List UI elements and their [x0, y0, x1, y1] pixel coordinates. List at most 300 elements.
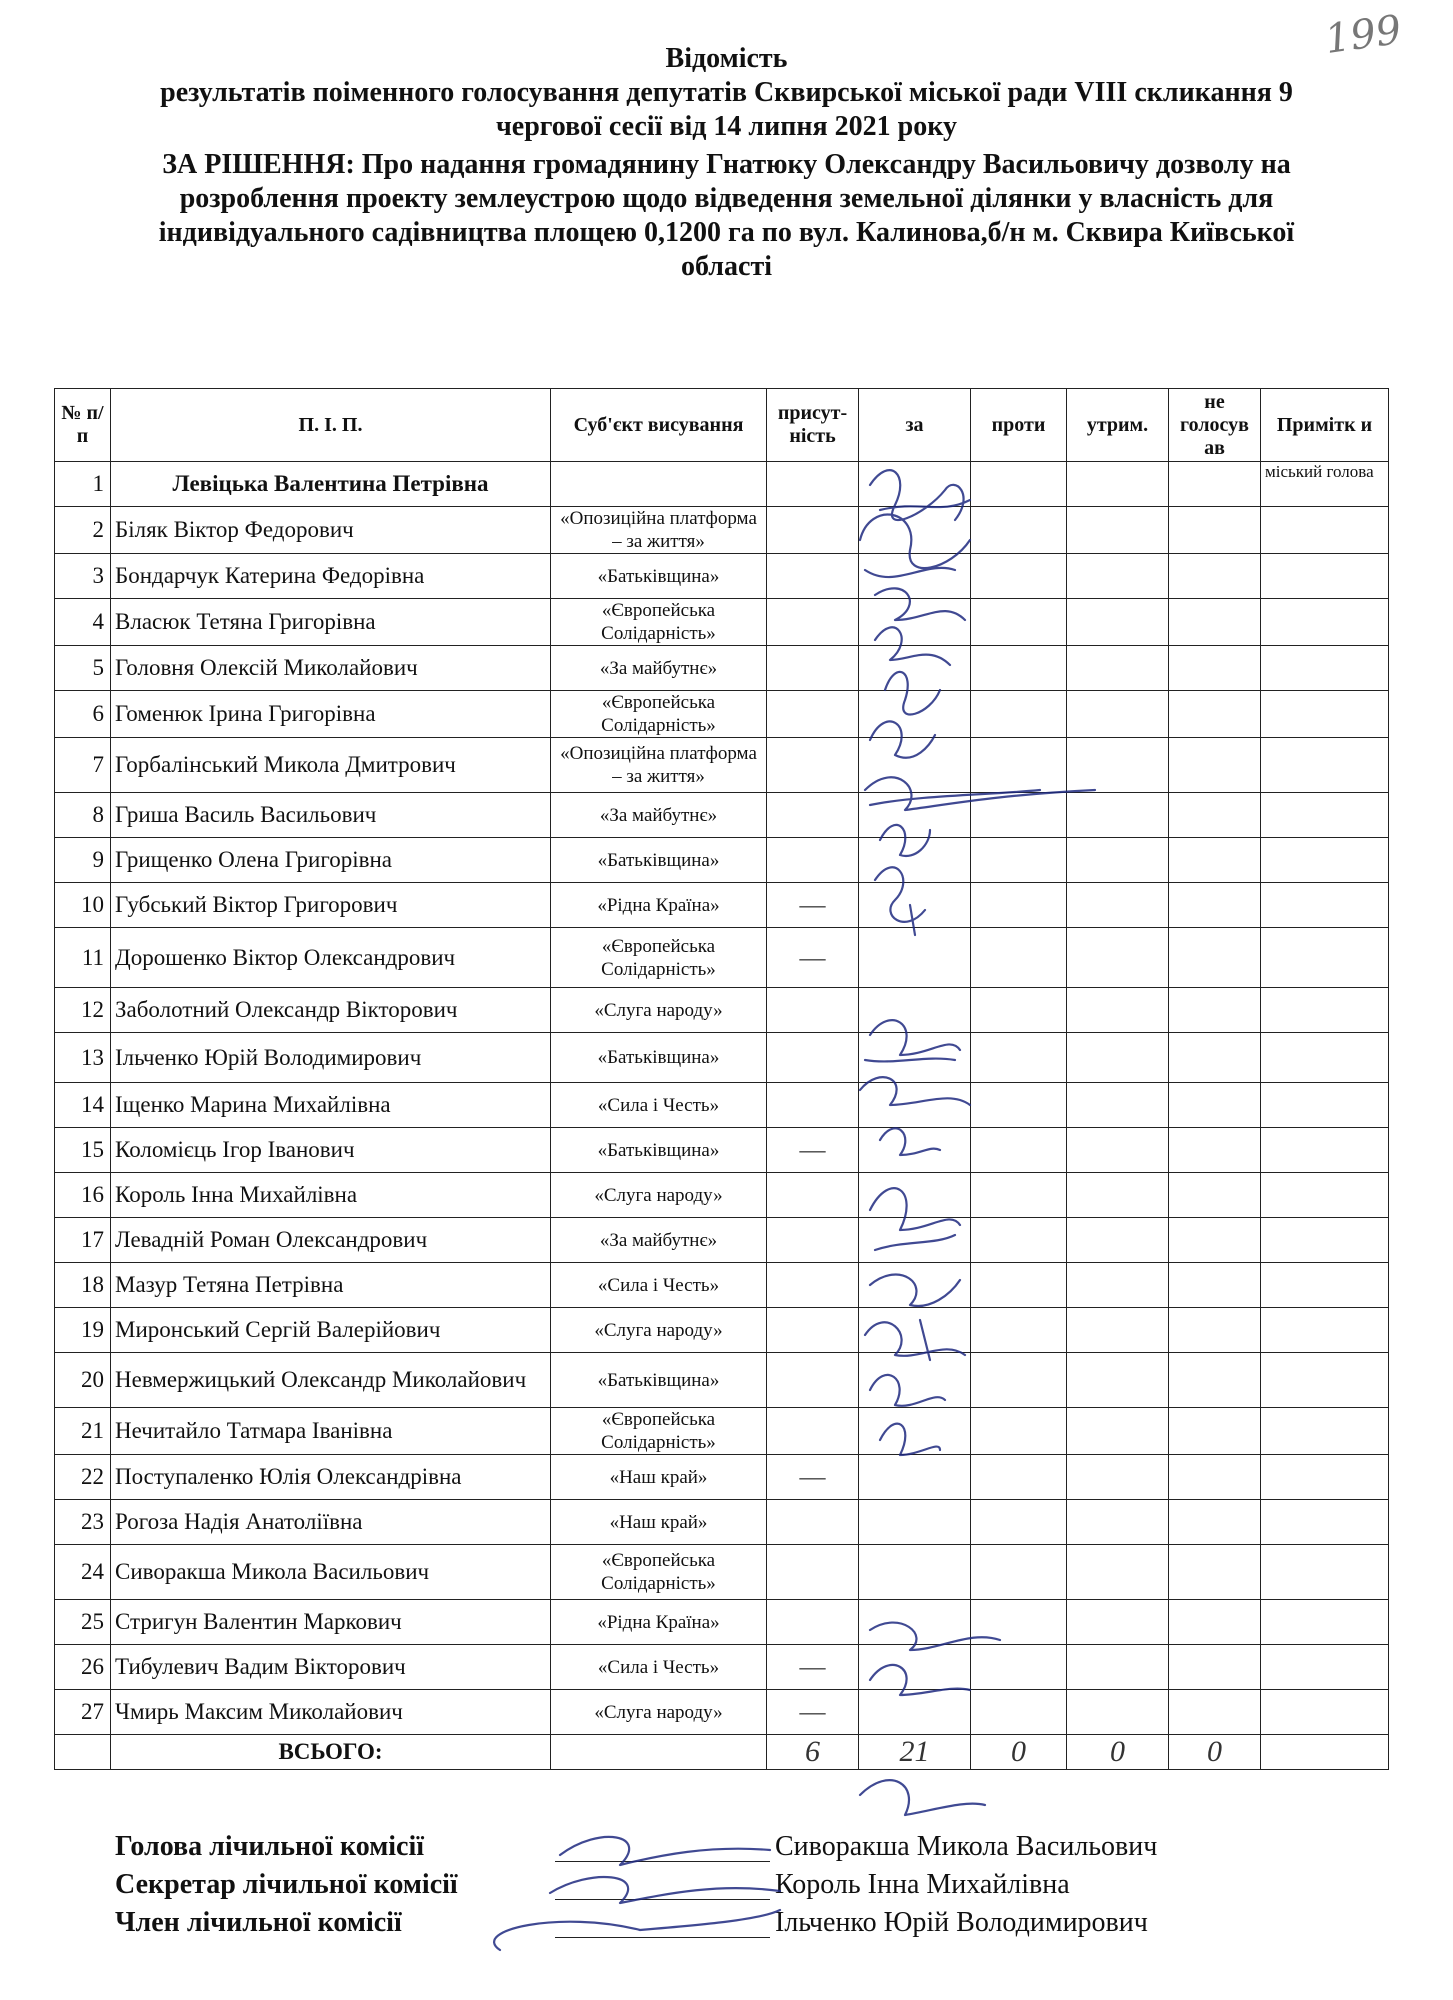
- row-against: [971, 1263, 1067, 1308]
- decision-line-4: області: [681, 251, 772, 282]
- row-abstain: [1067, 793, 1169, 838]
- row-present: [767, 1218, 859, 1263]
- row-note: [1261, 738, 1389, 793]
- row-faction: «За майбутнє»: [551, 793, 767, 838]
- row-not-voted: [1169, 1083, 1261, 1128]
- row-present: —: [767, 1128, 859, 1173]
- row-for: [859, 599, 971, 646]
- row-name: Грищенко Олена Григорівна: [111, 838, 551, 883]
- row-faction: «Наш край»: [551, 1455, 767, 1500]
- row-for: [859, 691, 971, 738]
- row-num: 25: [55, 1600, 111, 1645]
- table-row: [55, 1263, 1389, 1308]
- row-for: [859, 1308, 971, 1353]
- row-for: [859, 1500, 971, 1545]
- row-abstain: [1067, 1600, 1169, 1645]
- total-for: 21: [859, 1735, 971, 1770]
- row-name: Миронський Сергій Валерійович: [111, 1308, 551, 1353]
- total-against: 0: [971, 1735, 1067, 1770]
- row-present: [767, 1408, 859, 1455]
- row-num: 18: [55, 1263, 111, 1308]
- row-name: Нечитайло Татмара Іванівна: [111, 1408, 551, 1455]
- row-note: [1261, 599, 1389, 646]
- row-for: [859, 738, 971, 793]
- row-num: 3: [55, 554, 111, 599]
- table-row: [55, 1308, 1389, 1353]
- header-present: присут-ність: [767, 389, 859, 462]
- row-for: [859, 646, 971, 691]
- row-against: [971, 1353, 1067, 1408]
- row-name: Біляк Віктор Федорович: [111, 507, 551, 554]
- table-row: [55, 793, 1389, 838]
- row-for: [859, 928, 971, 988]
- total-abstain: 0: [1067, 1735, 1169, 1770]
- row-note: [1261, 646, 1389, 691]
- row-against: [971, 599, 1067, 646]
- header-name: П. І. П.: [111, 389, 551, 462]
- row-against: [971, 738, 1067, 793]
- row-name: Ільченко Юрій Володимирович: [111, 1033, 551, 1083]
- row-faction: «Батьківщина»: [551, 554, 767, 599]
- row-faction: «Наш край»: [551, 1500, 767, 1545]
- header-num: № п/п: [55, 389, 111, 462]
- signature-line: [555, 1937, 770, 1938]
- row-faction: «Рідна Країна»: [551, 1600, 767, 1645]
- row-name: Гриша Василь Васильович: [111, 793, 551, 838]
- total-label: ВСЬОГО:: [111, 1735, 551, 1770]
- row-note: [1261, 1455, 1389, 1500]
- row-against: [971, 1690, 1067, 1735]
- row-name: Головня Олексій Миколайович: [111, 646, 551, 691]
- row-against: [971, 928, 1067, 988]
- header-notes: Примітк и: [1261, 389, 1389, 462]
- row-not-voted: [1169, 1545, 1261, 1600]
- table-row: [55, 928, 1389, 988]
- table-row: [55, 1500, 1389, 1545]
- table-row: [55, 883, 1389, 928]
- row-abstain: [1067, 599, 1169, 646]
- row-note: [1261, 1033, 1389, 1083]
- row-name: Рогоза Надія Анатоліївна: [111, 1500, 551, 1545]
- row-name: Тибулевич Вадим Вікторович: [111, 1645, 551, 1690]
- total-notes-cell: [1261, 1735, 1389, 1770]
- row-faction: «Європейська Солідарність»: [551, 1408, 767, 1455]
- row-present: —: [767, 1455, 859, 1500]
- row-present: [767, 1033, 859, 1083]
- row-name: Левіцька Валентина Петрівна: [111, 462, 551, 507]
- row-num: 23: [55, 1500, 111, 1545]
- row-faction: «Слуга народу»: [551, 1690, 767, 1735]
- row-not-voted: [1169, 838, 1261, 883]
- table-row: [55, 646, 1389, 691]
- row-for: [859, 988, 971, 1033]
- table-row: [55, 1128, 1389, 1173]
- signoff-role: Член лічильної комісії: [115, 1907, 402, 1938]
- row-note: [1261, 1545, 1389, 1600]
- document-heading: [40, 42, 1413, 284]
- table-row: [55, 1545, 1389, 1600]
- row-num: 22: [55, 1455, 111, 1500]
- table-row: [55, 1600, 1389, 1645]
- row-present: [767, 1083, 859, 1128]
- row-name: Дорошенко Віктор Олександрович: [111, 928, 551, 988]
- row-abstain: [1067, 1690, 1169, 1735]
- row-present: [767, 1263, 859, 1308]
- row-abstain: [1067, 1353, 1169, 1408]
- signoff-role: Секретар лічильної комісії: [115, 1869, 458, 1900]
- row-abstain: [1067, 883, 1169, 928]
- row-name: Бондарчук Катерина Федорівна: [111, 554, 551, 599]
- row-faction: «Опозиційна платформа – за життя»: [551, 507, 767, 554]
- row-num: 27: [55, 1690, 111, 1735]
- row-against: [971, 883, 1067, 928]
- commission-signoff: [115, 1828, 1315, 1942]
- signoff-person: Ільченко Юрій Володимирович: [775, 1907, 1148, 1938]
- row-for: [859, 1173, 971, 1218]
- row-abstain: [1067, 1500, 1169, 1545]
- row-not-voted: [1169, 599, 1261, 646]
- table-row: [55, 838, 1389, 883]
- row-against: [971, 793, 1067, 838]
- row-not-voted: [1169, 1353, 1261, 1408]
- row-for: [859, 793, 971, 838]
- row-num: 26: [55, 1645, 111, 1690]
- row-name: Мазур Тетяна Петрівна: [111, 1263, 551, 1308]
- table-header-row: [55, 389, 1389, 462]
- row-abstain: [1067, 1308, 1169, 1353]
- row-present: [767, 738, 859, 793]
- row-for: [859, 1600, 971, 1645]
- row-name: Заболотний Олександр Вікторович: [111, 988, 551, 1033]
- row-for: [859, 1645, 971, 1690]
- row-against: [971, 1033, 1067, 1083]
- row-against: [971, 1083, 1067, 1128]
- table-row: [55, 554, 1389, 599]
- row-against: [971, 1500, 1067, 1545]
- row-num: 11: [55, 928, 111, 988]
- row-for: [859, 507, 971, 554]
- row-present: [767, 646, 859, 691]
- row-name: Чмирь Максим Миколайович: [111, 1690, 551, 1735]
- row-not-voted: [1169, 462, 1261, 507]
- row-num: 8: [55, 793, 111, 838]
- row-note: [1261, 838, 1389, 883]
- row-abstain: [1067, 928, 1169, 988]
- row-faction: «Європейська Солідарність»: [551, 599, 767, 646]
- table-row: [55, 1173, 1389, 1218]
- row-name: Губський Віктор Григорович: [111, 883, 551, 928]
- row-against: [971, 838, 1067, 883]
- row-abstain: [1067, 738, 1169, 793]
- row-abstain: [1067, 988, 1169, 1033]
- row-note: [1261, 554, 1389, 599]
- row-note: [1261, 988, 1389, 1033]
- row-num: 1: [55, 462, 111, 507]
- row-faction: «Батьківщина»: [551, 838, 767, 883]
- row-present: [767, 793, 859, 838]
- row-note: міський голова: [1261, 462, 1389, 507]
- row-num: 2: [55, 507, 111, 554]
- row-not-voted: [1169, 691, 1261, 738]
- row-note: [1261, 691, 1389, 738]
- row-faction: «Сила і Честь»: [551, 1263, 767, 1308]
- row-not-voted: [1169, 1500, 1261, 1545]
- row-against: [971, 1645, 1067, 1690]
- row-faction: «За майбутнє»: [551, 646, 767, 691]
- row-against: [971, 1408, 1067, 1455]
- row-for: [859, 1408, 971, 1455]
- row-num: 6: [55, 691, 111, 738]
- row-name: Левадній Роман Олександрович: [111, 1218, 551, 1263]
- row-num: 17: [55, 1218, 111, 1263]
- voting-table: [54, 388, 1389, 1770]
- row-present: —: [767, 928, 859, 988]
- row-note: [1261, 928, 1389, 988]
- table-row: [55, 1353, 1389, 1408]
- row-against: [971, 1173, 1067, 1218]
- row-note: [1261, 1690, 1389, 1735]
- row-against: [971, 1600, 1067, 1645]
- row-against: [971, 507, 1067, 554]
- row-faction: «Слуга народу»: [551, 988, 767, 1033]
- row-for: [859, 1218, 971, 1263]
- total-not-voted: 0: [1169, 1735, 1261, 1770]
- row-not-voted: [1169, 1173, 1261, 1218]
- row-not-voted: [1169, 793, 1261, 838]
- document-subtitle-line-2: чергової сесії від 14 липня 2021 року: [496, 111, 957, 142]
- header-against: проти: [971, 389, 1067, 462]
- row-present: [767, 838, 859, 883]
- table-row: [55, 691, 1389, 738]
- row-name: Сиворакша Микола Васильович: [111, 1545, 551, 1600]
- row-for: [859, 883, 971, 928]
- row-name: Власюк Тетяна Григорівна: [111, 599, 551, 646]
- row-abstain: [1067, 646, 1169, 691]
- total-present: 6: [767, 1735, 859, 1770]
- row-abstain: [1067, 1033, 1169, 1083]
- row-name: Гоменюк Ірина Григорівна: [111, 691, 551, 738]
- signoff-role: Голова лічильної комісії: [115, 1831, 425, 1862]
- row-abstain: [1067, 1083, 1169, 1128]
- row-present: [767, 507, 859, 554]
- row-faction: «Сила і Честь»: [551, 1645, 767, 1690]
- row-note: [1261, 1645, 1389, 1690]
- row-name: Коломієць Ігор Іванович: [111, 1128, 551, 1173]
- table-row: [55, 1690, 1389, 1735]
- row-num: 7: [55, 738, 111, 793]
- row-not-voted: [1169, 1408, 1261, 1455]
- row-for: [859, 1083, 971, 1128]
- row-against: [971, 1128, 1067, 1173]
- row-abstain: [1067, 507, 1169, 554]
- vote-signature-mark: [860, 1780, 985, 1815]
- row-present: [767, 554, 859, 599]
- signoff-person: Король Інна Михайлівна: [775, 1869, 1070, 1900]
- row-note: [1261, 1128, 1389, 1173]
- row-present: [767, 1500, 859, 1545]
- row-abstain: [1067, 1408, 1169, 1455]
- row-not-voted: [1169, 1218, 1261, 1263]
- table-row: [55, 1083, 1389, 1128]
- row-num: 19: [55, 1308, 111, 1353]
- row-present: [767, 462, 859, 507]
- row-abstain: [1067, 554, 1169, 599]
- table-row: [55, 1455, 1389, 1500]
- row-for: [859, 1033, 971, 1083]
- row-not-voted: [1169, 738, 1261, 793]
- table-row: [55, 599, 1389, 646]
- row-faction: «Європейська Солідарність»: [551, 928, 767, 988]
- row-faction: «Слуга народу»: [551, 1308, 767, 1353]
- row-num: 12: [55, 988, 111, 1033]
- row-abstain: [1067, 462, 1169, 507]
- row-num: 5: [55, 646, 111, 691]
- row-num: 13: [55, 1033, 111, 1083]
- row-not-voted: [1169, 928, 1261, 988]
- row-note: [1261, 1308, 1389, 1353]
- row-num: 21: [55, 1408, 111, 1455]
- document-subtitle-line-1: результатів поіменного голосування депутатів Сквирської міської ради VIII скликання 9: [160, 77, 1293, 108]
- row-for: [859, 1353, 971, 1408]
- row-against: [971, 988, 1067, 1033]
- row-abstain: [1067, 1545, 1169, 1600]
- decision-line-2: розроблення проекту землеустрою щодо відведення земельної ділянки у власність для: [179, 183, 1274, 214]
- row-name: Поступаленко Юлія Олександрівна: [111, 1455, 551, 1500]
- decision-line-3: індивідуального садівництва площею 0,1200 га по вул. Калинова,б/н м. Сквира Київської: [158, 217, 1295, 248]
- row-faction: «Опозиційна платформа – за життя»: [551, 738, 767, 793]
- row-name: Король Інна Михайлівна: [111, 1173, 551, 1218]
- row-for: [859, 1455, 971, 1500]
- row-name: Горбалінський Микола Дмитрович: [111, 738, 551, 793]
- row-name: Невмержицький Олександр Миколайович: [111, 1353, 551, 1408]
- row-for: [859, 838, 971, 883]
- row-note: [1261, 1083, 1389, 1128]
- row-for: [859, 1545, 971, 1600]
- row-not-voted: [1169, 507, 1261, 554]
- row-faction: «За майбутнє»: [551, 1218, 767, 1263]
- row-num: 9: [55, 838, 111, 883]
- row-note: [1261, 1500, 1389, 1545]
- row-present: [767, 988, 859, 1033]
- row-not-voted: [1169, 554, 1261, 599]
- row-faction: «Рідна Країна»: [551, 883, 767, 928]
- row-name: Стригун Валентин Маркович: [111, 1600, 551, 1645]
- row-note: [1261, 1218, 1389, 1263]
- row-num: 4: [55, 599, 111, 646]
- row-name: Іщенко Марина Михайлівна: [111, 1083, 551, 1128]
- signoff-person: Сиворакша Микола Васильович: [775, 1831, 1158, 1862]
- row-not-voted: [1169, 1645, 1261, 1690]
- row-present: —: [767, 1690, 859, 1735]
- row-present: [767, 1545, 859, 1600]
- row-present: [767, 691, 859, 738]
- page-number: 199: [1322, 6, 1405, 64]
- row-for: [859, 1263, 971, 1308]
- row-not-voted: [1169, 988, 1261, 1033]
- total-faction-cell: [551, 1735, 767, 1770]
- row-present: —: [767, 1645, 859, 1690]
- row-for: [859, 554, 971, 599]
- row-abstain: [1067, 1128, 1169, 1173]
- table-row: [55, 1033, 1389, 1083]
- row-note: [1261, 1353, 1389, 1408]
- table-row: [55, 738, 1389, 793]
- row-note: [1261, 1408, 1389, 1455]
- row-not-voted: [1169, 1600, 1261, 1645]
- header-for: за: [859, 389, 971, 462]
- table-row: [55, 1645, 1389, 1690]
- signoff-row: [115, 1828, 1315, 1866]
- table-row: [55, 507, 1389, 554]
- table-row: [55, 1218, 1389, 1263]
- total-empty-cell: [55, 1735, 111, 1770]
- row-against: [971, 1455, 1067, 1500]
- row-not-voted: [1169, 883, 1261, 928]
- row-abstain: [1067, 1218, 1169, 1263]
- row-num: 20: [55, 1353, 111, 1408]
- row-faction: [551, 462, 767, 507]
- row-against: [971, 691, 1067, 738]
- row-against: [971, 1218, 1067, 1263]
- row-not-voted: [1169, 646, 1261, 691]
- row-for: [859, 462, 971, 507]
- row-faction: «Сила і Честь»: [551, 1083, 767, 1128]
- row-present: [767, 1600, 859, 1645]
- row-abstain: [1067, 1173, 1169, 1218]
- row-against: [971, 554, 1067, 599]
- row-note: [1261, 1173, 1389, 1218]
- document-title: Відомість: [665, 43, 788, 74]
- row-for: [859, 1690, 971, 1735]
- row-faction: «Європейська Солідарність»: [551, 1545, 767, 1600]
- row-present: [767, 599, 859, 646]
- row-against: [971, 1308, 1067, 1353]
- row-against: [971, 462, 1067, 507]
- row-not-voted: [1169, 1263, 1261, 1308]
- row-note: [1261, 1600, 1389, 1645]
- row-num: 15: [55, 1128, 111, 1173]
- row-present: —: [767, 883, 859, 928]
- header-not-voted: не голосув ав: [1169, 389, 1261, 462]
- row-num: 14: [55, 1083, 111, 1128]
- row-faction: «Батьківщина»: [551, 1033, 767, 1083]
- row-num: 16: [55, 1173, 111, 1218]
- row-for: [859, 1128, 971, 1173]
- row-faction: «Батьківщина»: [551, 1128, 767, 1173]
- table-body: [55, 462, 1389, 1735]
- row-num: 24: [55, 1545, 111, 1600]
- row-faction: «Слуга народу»: [551, 1173, 767, 1218]
- table-row: [55, 988, 1389, 1033]
- signature-line: [555, 1861, 770, 1862]
- row-note: [1261, 793, 1389, 838]
- decision-line-1: ЗА РІШЕННЯ: Про надання громадянину Гнатюку Олександру Васильовичу дозволу на: [162, 149, 1291, 180]
- row-abstain: [1067, 1263, 1169, 1308]
- row-note: [1261, 883, 1389, 928]
- row-not-voted: [1169, 1128, 1261, 1173]
- row-num: 10: [55, 883, 111, 928]
- signoff-row: [115, 1866, 1315, 1904]
- row-abstain: [1067, 1645, 1169, 1690]
- total-row: [55, 1735, 1389, 1770]
- row-abstain: [1067, 1455, 1169, 1500]
- row-abstain: [1067, 838, 1169, 883]
- row-against: [971, 646, 1067, 691]
- row-not-voted: [1169, 1033, 1261, 1083]
- row-abstain: [1067, 691, 1169, 738]
- row-not-voted: [1169, 1455, 1261, 1500]
- row-not-voted: [1169, 1308, 1261, 1353]
